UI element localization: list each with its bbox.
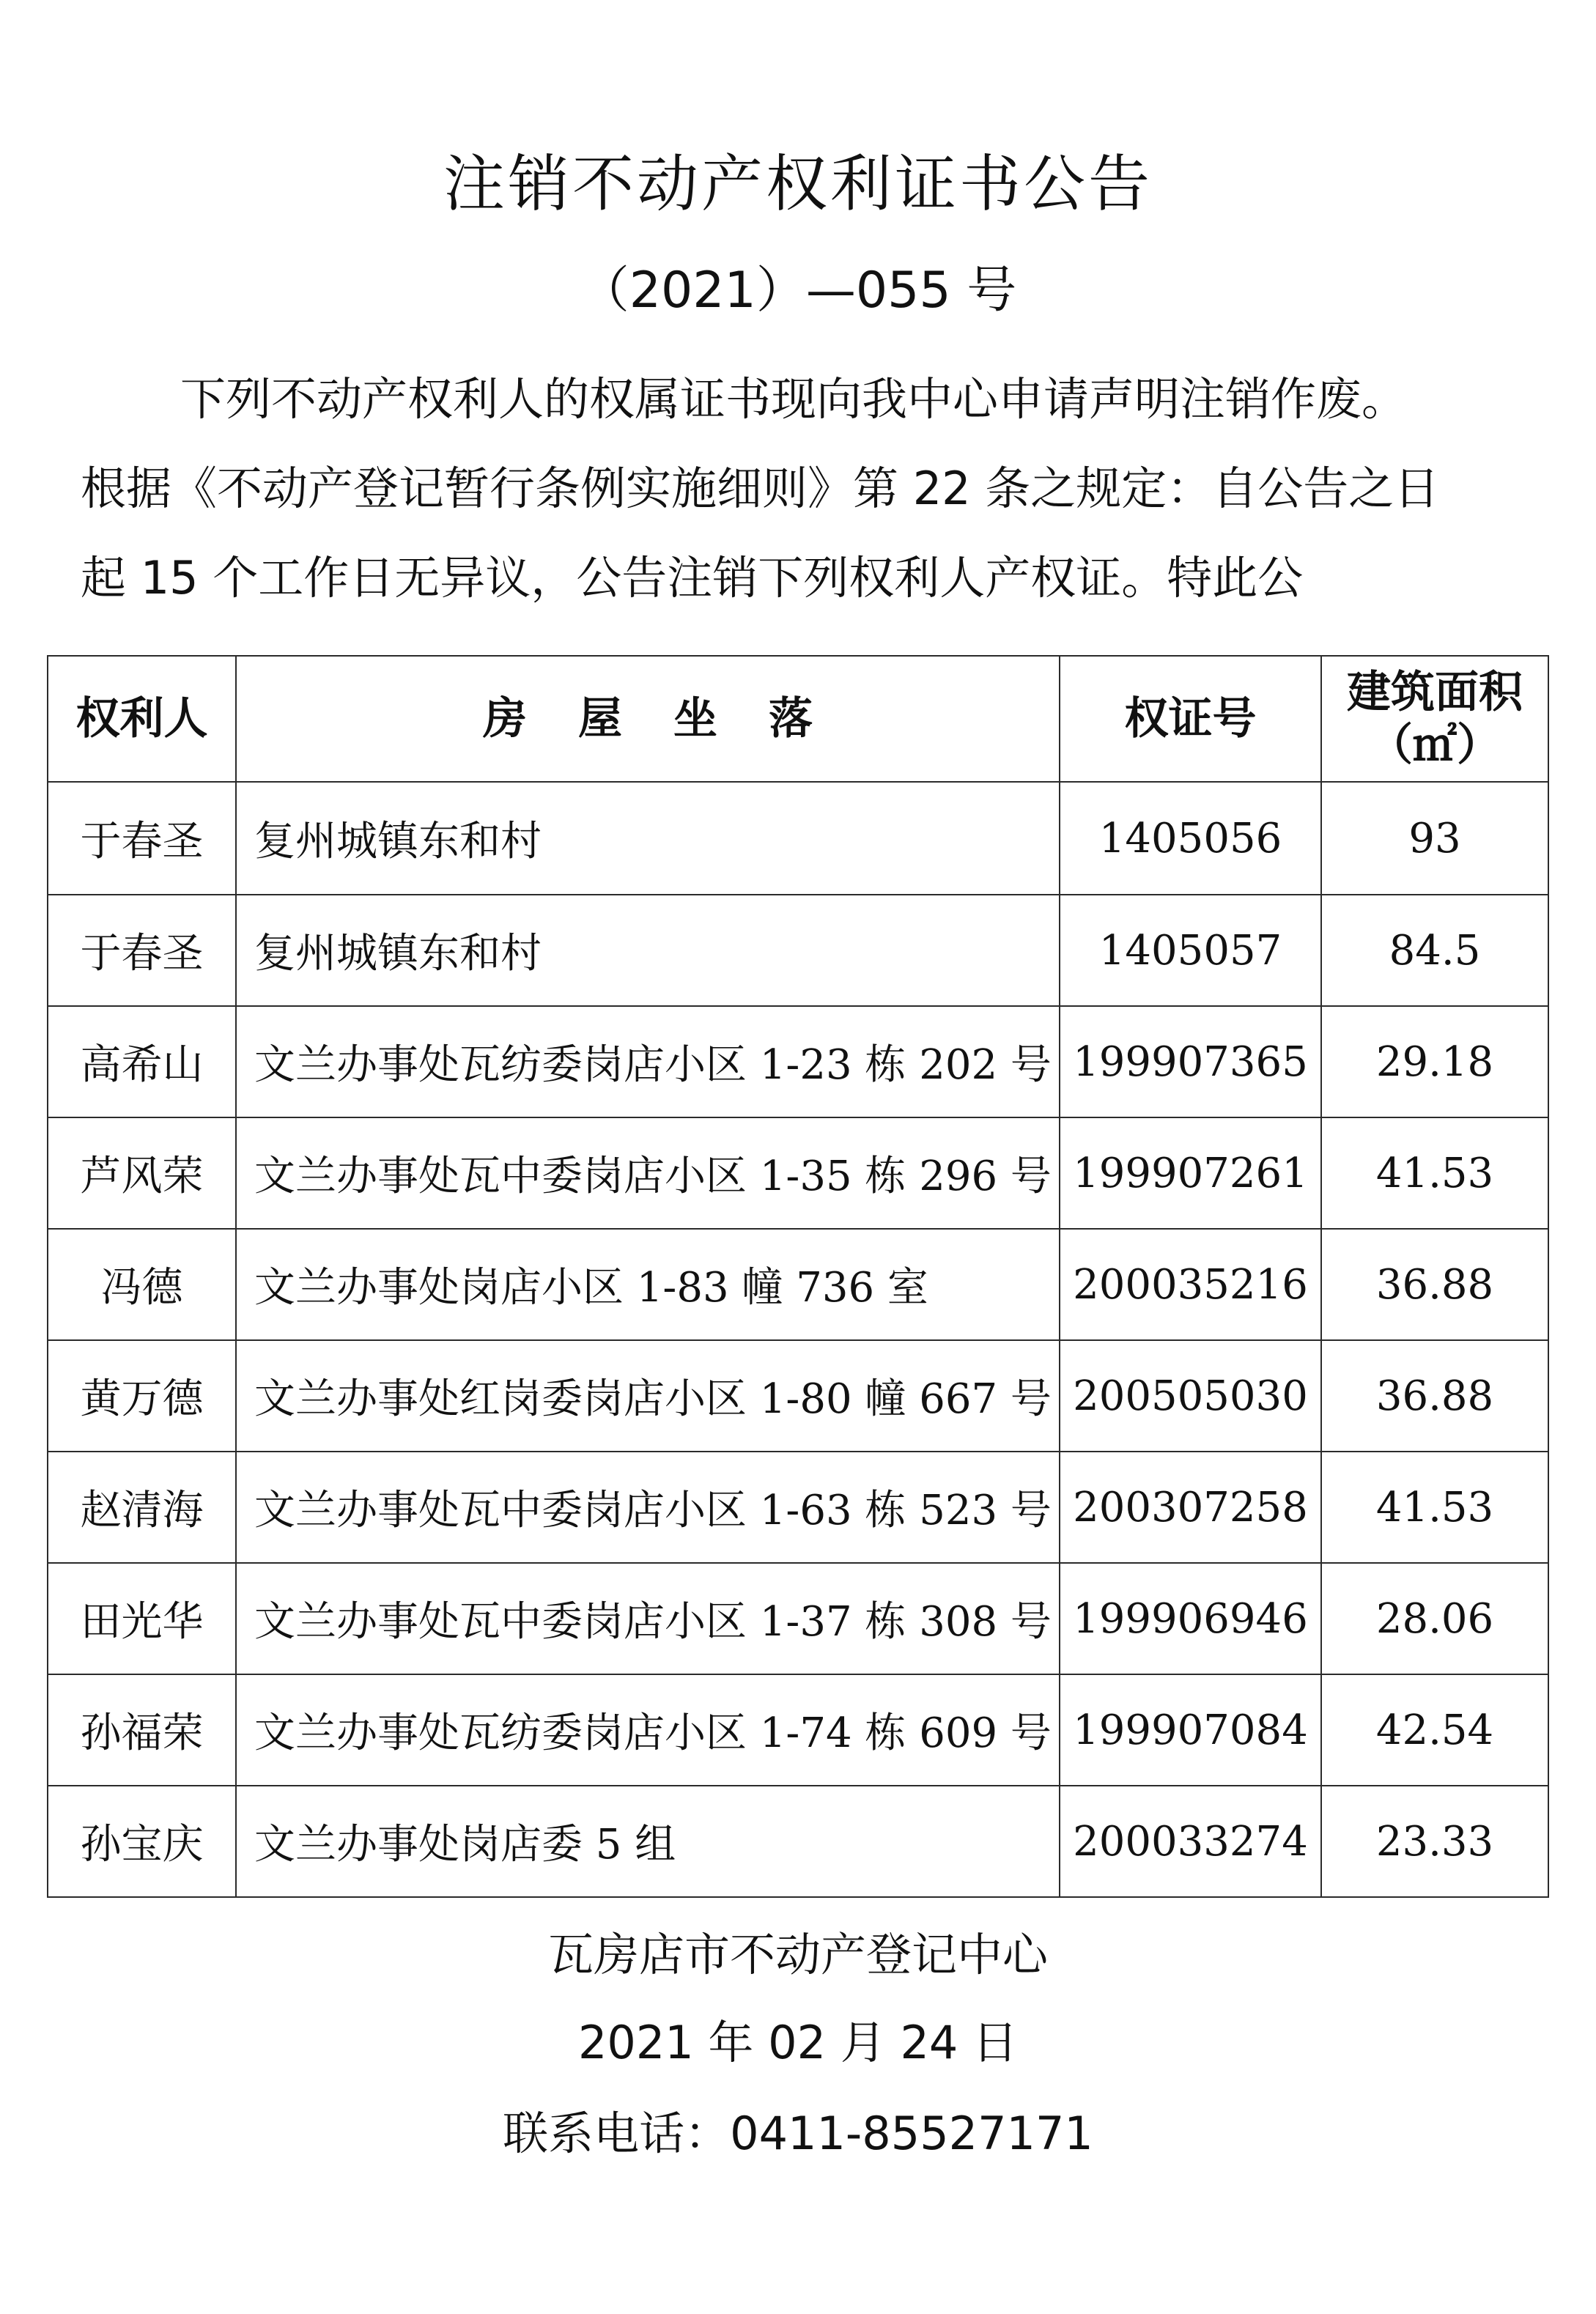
cell-cert-no: 200307258 xyxy=(1060,1452,1321,1563)
certificate-table xyxy=(47,655,1549,1898)
cell-cert-no: 199907365 xyxy=(1060,1006,1321,1117)
cell-area: 41.53 xyxy=(1321,1452,1548,1563)
cell-cert-no: 199907084 xyxy=(1060,1674,1321,1786)
issuing-organization: 瓦房店市不动产登记中心 xyxy=(547,1928,1048,1981)
table-row xyxy=(48,1674,1548,1786)
table-row xyxy=(48,1006,1548,1117)
cell-holder: 于春圣 xyxy=(48,782,236,895)
cell-cert-no: 1405056 xyxy=(1060,782,1321,895)
cell-holder: 赵清海 xyxy=(48,1452,236,1563)
cell-area: 36.88 xyxy=(1321,1229,1548,1340)
cell-cert-no: 200505030 xyxy=(1060,1340,1321,1452)
cell-cert-no: 199907261 xyxy=(1060,1117,1321,1229)
cell-address: 文兰办事处岗店小区 1-83 幢 736 室 xyxy=(236,1229,1060,1340)
cell-cert-no: 1405057 xyxy=(1060,895,1321,1006)
table-row xyxy=(48,895,1548,1006)
cell-area: 28.06 xyxy=(1321,1563,1548,1674)
table-row xyxy=(48,782,1548,895)
contact-phone xyxy=(0,2104,1596,2163)
table-header-row xyxy=(48,656,1548,782)
cell-address: 文兰办事处岗店委 5 组 xyxy=(236,1786,1060,1897)
notice-paragraph-line-2: 根据《不动产登记暂行条例实施细则》第 22 条之规定：自公告之日 xyxy=(81,462,1440,515)
cell-area: 29.18 xyxy=(1321,1006,1548,1117)
cell-address: 文兰办事处瓦中委岗店小区 1-35 栋 296 号 xyxy=(236,1117,1060,1229)
table-row xyxy=(48,1229,1548,1340)
cell-area: 93 xyxy=(1321,782,1548,895)
cell-cert-no: 199906946 xyxy=(1060,1563,1321,1674)
cell-holder: 高希山 xyxy=(48,1006,236,1117)
cell-holder: 于春圣 xyxy=(48,895,236,1006)
cell-holder: 田光华 xyxy=(48,1563,236,1674)
cell-area: 84.5 xyxy=(1321,895,1548,1006)
cell-address: 文兰办事处瓦纺委岗店小区 1-74 栋 609 号 xyxy=(236,1674,1060,1786)
cell-area: 23.33 xyxy=(1321,1786,1548,1897)
cell-holder: 孙福荣 xyxy=(48,1674,236,1786)
header-area-label: 建筑面积 xyxy=(1347,667,1523,718)
notice-body xyxy=(81,355,1517,623)
table-row xyxy=(48,1452,1548,1563)
cell-area: 42.54 xyxy=(1321,1674,1548,1786)
header-address xyxy=(236,656,1060,782)
cell-holder: 芦风荣 xyxy=(48,1117,236,1229)
cell-area: 41.53 xyxy=(1321,1117,1548,1229)
header-cert-no: 权证号 xyxy=(1060,656,1321,782)
cell-holder: 黄万德 xyxy=(48,1340,236,1452)
cell-address: 文兰办事处瓦中委岗店小区 1-37 栋 308 号 xyxy=(236,1563,1060,1674)
table-row xyxy=(48,1786,1548,1897)
cell-holder: 冯德 xyxy=(48,1229,236,1340)
table-row xyxy=(48,1117,1548,1229)
cell-address: 复州城镇东和村 xyxy=(236,895,1060,1006)
header-area xyxy=(1321,656,1548,782)
notice-title: 注销不动产权利证书公告 xyxy=(443,148,1153,220)
cell-cert-no: 200033274 xyxy=(1060,1786,1321,1897)
cell-area: 36.88 xyxy=(1321,1340,1548,1452)
cell-address: 复州城镇东和村 xyxy=(236,782,1060,895)
table-row xyxy=(48,1563,1548,1674)
header-holder: 权利人 xyxy=(48,656,236,782)
notice-paragraph-line-1: 下列不动产权利人的权属证书现向我中心申请声明注销作废。 xyxy=(180,372,1408,426)
phone-label: 联系电话： xyxy=(503,2107,731,2160)
header-address-label: 房屋坐落 xyxy=(483,693,864,744)
phone-number: 0411-85527171 xyxy=(730,2107,1093,2160)
cell-cert-no: 200035216 xyxy=(1060,1229,1321,1340)
table-row xyxy=(48,1340,1548,1452)
cell-holder: 孙宝庆 xyxy=(48,1786,236,1897)
header-area-unit: （㎡） xyxy=(1369,720,1501,771)
notice-number: （2021）—055 号 xyxy=(579,262,1017,319)
cell-address: 文兰办事处瓦纺委岗店小区 1-23 栋 202 号 xyxy=(236,1006,1060,1117)
notice-paragraph-line-3: 起 15 个工作日无异议，公告注销下列权利人产权证。特此公 xyxy=(81,551,1304,605)
notice-date: 2021 年 02 月 24 日 xyxy=(577,2016,1019,2069)
cell-address: 文兰办事处瓦中委岗店小区 1-63 栋 523 号 xyxy=(236,1452,1060,1563)
cell-address: 文兰办事处红岗委岗店小区 1-80 幢 667 号 xyxy=(236,1340,1060,1452)
